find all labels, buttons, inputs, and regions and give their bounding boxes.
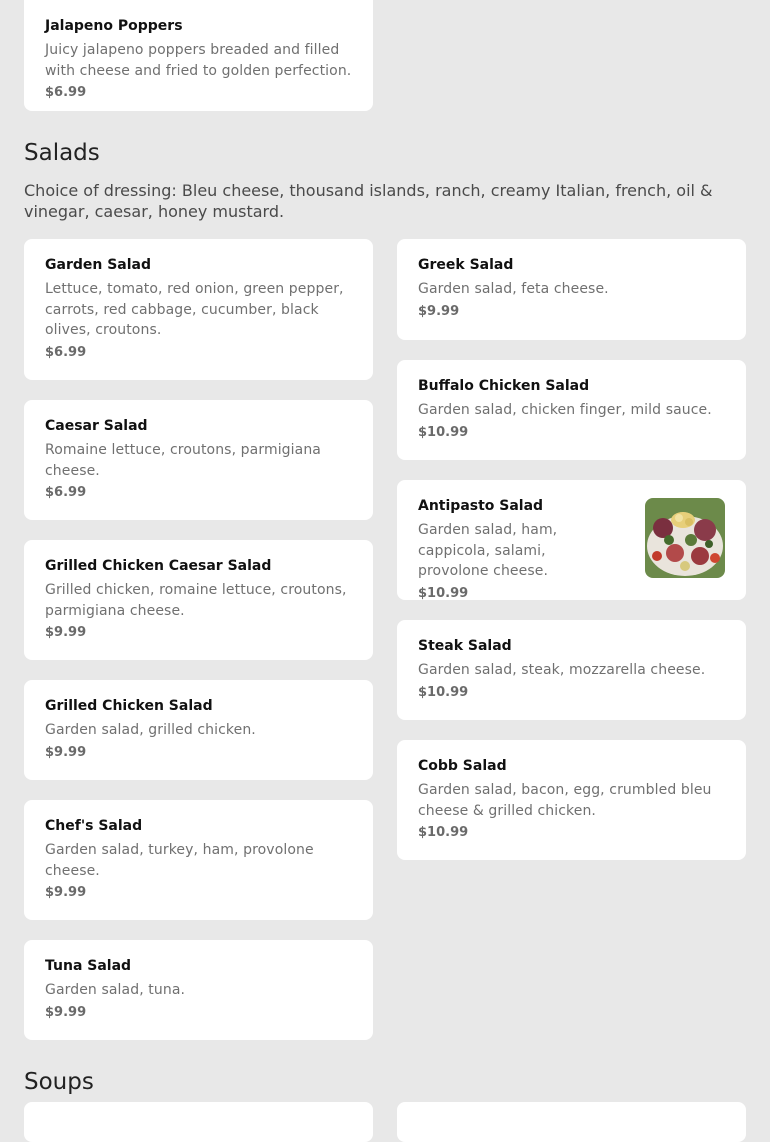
section-title-soups: Soups	[24, 1069, 94, 1095]
menu-item-price: $9.99	[418, 303, 460, 319]
menu-item-description: Garden salad, ham, cappicola, salami, provolone cheese.	[418, 522, 558, 579]
menu-item-card[interactable]	[397, 360, 746, 460]
menu-item-price: $10.99	[418, 585, 469, 601]
menu-item-card[interactable]	[24, 1102, 373, 1142]
menu-item-price: $6.99	[45, 344, 87, 360]
menu-item-description: Romaine lettuce, croutons, parmigiana cheese.	[45, 442, 321, 479]
menu-item-name: Buffalo Chicken Salad	[418, 378, 590, 394]
menu-item-description: Garden salad, chicken finger, mild sauce.	[418, 402, 712, 418]
antipasto-salad-photo[interactable]	[645, 498, 725, 578]
menu-item-card[interactable]	[397, 620, 746, 720]
section-description-salads: Choice of dressing: Bleu cheese, thousand islands, ranch, creamy Italian, french, oil & vinegar, caesar, honey mustard.	[24, 181, 713, 221]
menu-item-price: $9.99	[45, 885, 87, 900]
menu-item-name: Antipasto Salad	[418, 498, 544, 514]
menu-item-price: $9.99	[45, 744, 87, 760]
menu-item-card[interactable]	[24, 0, 373, 111]
menu-item-name: Steak Salad	[418, 638, 512, 654]
menu-item-description: Lettuce, tomato, red onion, green pepper, carrots, red cabbage, cucumber, black olives, croutons.	[45, 281, 344, 338]
menu-item-name: Jalapeno Poppers	[45, 18, 183, 34]
menu-item-card[interactable]	[24, 680, 373, 780]
menu-item-description: Garden salad, steak, mozzarella cheese.	[418, 662, 706, 678]
menu-item-card[interactable]	[24, 940, 373, 1040]
menu-item-description: Garden salad, grilled chicken.	[45, 722, 256, 738]
menu-item-price: $9.99	[45, 625, 87, 640]
menu-item-description: Garden salad, feta cheese.	[418, 281, 609, 297]
menu-item-card[interactable]	[24, 800, 373, 920]
menu-item-name: Caesar Salad	[45, 418, 148, 434]
menu-item-price: $10.99	[418, 424, 469, 440]
menu-item-description: Juicy jalapeno poppers breaded and filled with cheese and fried to golden perfection.	[45, 42, 352, 79]
menu-item-card[interactable]	[24, 400, 373, 520]
menu-item-card[interactable]	[397, 1102, 746, 1142]
menu-item-price: $6.99	[45, 485, 87, 500]
menu-item-name: Grilled Chicken Salad	[45, 698, 213, 714]
menu-item-description: Garden salad, bacon, egg, crumbled bleu cheese & grilled chicken.	[418, 782, 712, 819]
menu-item-price: $6.99	[45, 85, 87, 100]
menu-item-price: $10.99	[418, 825, 469, 840]
menu-item-card[interactable]	[24, 239, 373, 380]
menu-item-card[interactable]	[24, 540, 373, 660]
menu-item-name: Grilled Chicken Caesar Salad	[45, 558, 272, 574]
menu-item-description: Garden salad, turkey, ham, provolone cheese.	[45, 842, 314, 879]
menu-item-price: $10.99	[418, 684, 469, 700]
menu-item-name: Chef's Salad	[45, 818, 143, 834]
menu-item-card[interactable]	[397, 740, 746, 860]
menu-item-card[interactable]	[397, 480, 746, 600]
menu-item-name: Greek Salad	[418, 257, 514, 273]
salad-image-icon	[645, 498, 725, 578]
menu-item-price: $9.99	[45, 1004, 87, 1020]
menu-item-description: Garden salad, tuna.	[45, 982, 186, 998]
menu-item-description: Grilled chicken, romaine lettuce, croutons, parmigiana cheese.	[45, 582, 347, 619]
menu-item-name: Garden Salad	[45, 257, 151, 273]
menu-item-card[interactable]	[397, 239, 746, 340]
menu-item-name: Cobb Salad	[418, 758, 507, 774]
section-title-salads: Salads	[24, 140, 100, 166]
menu-item-name: Tuna Salad	[45, 958, 132, 974]
